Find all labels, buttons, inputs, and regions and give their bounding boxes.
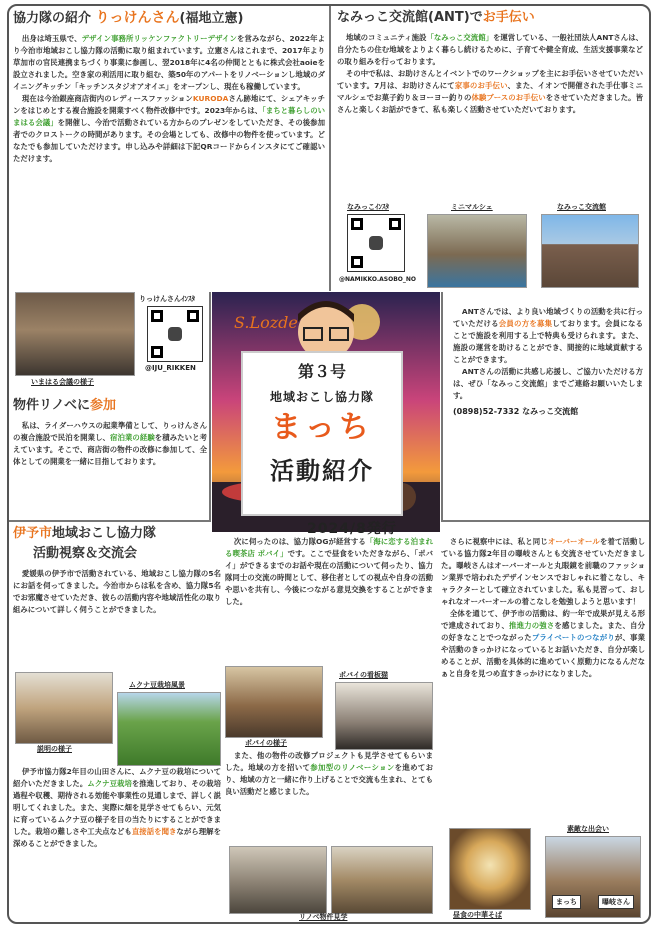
explain-photo: [15, 672, 113, 744]
renovation-section: 物件リノベに参加 私は、ライダーハウスの起業準備として、りっけんさんの複合施設で民泊を開業し、宿泊業の経験を積みたいと考えています。そこで、商店街の物件の改修に参加して、全体としての開業を一緒に目指しております。: [13, 398, 207, 466]
namikko-handle: @NAMIKKO.ASOBO_NO: [339, 276, 417, 283]
popai-photo: [225, 666, 323, 738]
explain-caption: 説明の様子: [37, 745, 72, 753]
hall-photo: [541, 214, 639, 288]
issue-date: 2024/8発行: [307, 521, 397, 537]
rikken-section: [13, 10, 325, 165]
rikken-qr-label: りっけんさんｲﾝｽﾀ: [139, 295, 195, 303]
tag-me: まっち: [552, 895, 581, 909]
divider-bottom-left: [9, 520, 209, 522]
namikko-body: 地域のコミュニティ施設「なみっこ交流館」を運営している、一般社団法人ANTさんは、自分たちの住む地域をよりよく暮らし続けるために、子育てや健全育成、生活支援事業などの取り組みを行っております。 その中で私は、お助けさんとイベントでのワークショップを主にお手伝いさせていただいています。7月は、お助けさんにて家事のお手伝い、また、イオンで開催された手仕事ミニマルシェでお菓子釣り＆ヨーヨー釣りの体験ブースのお手伝いをさせていただきました。皆さんと楽しくお話ができて、私も楽しく活動させていただいております。: [337, 33, 643, 114]
renov-photo-1: [229, 846, 327, 914]
marche-label: ミニマルシェ: [451, 203, 493, 211]
meet-photo: [545, 836, 641, 918]
ramen-caption: 昼食の中華そば: [453, 911, 502, 919]
ant-members-section: ANTさんでは、より良い地域づくりの活動を共に行っていただける会員の方を募集しております。会員になることで施設を利用する上で特典も受けられます。また、施設の運営を助けることができ、間接的に地域貢献することができます。 ANTさんの活動に共感し応援し、ご協力いただける方は、ぜひ「なみっこ交流館」までご連絡お願いいたします。 (0898)52-7332 なみっこ交流館: [453, 307, 643, 416]
rikken-heading: 協力隊の紹介 りっけんさん(福地立憲): [13, 10, 244, 26]
rikken-body: 出身は埼玉県で、デザイン事務所リッケンファクトリーデザインを営みながら、2022年より今治市地域おこし協力隊の活動に取り組まれています。立憲さんはこれまで、2017年より草加市の官民連携まちづくり事業に参画し、翌2018年に4名の仲間とともに株式会社aoieを設立されました。空き家の利活用に取り組む、築50年のアパートをリノベーションし地域のダイニングキッチン「キッチンスタジオアオイエ」をオープンし、現在も稼働しています。 現在は今治銀座商店街内のレディースファッションKURODAさん跡地にて、シェアキッチンをはじめとする複合施設を開業すべく物件改修中です。2023年からは、「まちと暮らしのいまはる会議」を開催し、今治で活動されている方からのプレゼンをしていただき、その後参加者でのクロストークの時間があります。その会場としても、改修中の物件を使っています。どなたでも参加していただけます。申し込みや詳細は下記QRコードからインスタにてご確認いただけます。: [13, 34, 326, 163]
renovation-body: 私は、ライダーハウスの起業準備として、りっけんさんの複合施設で民泊を開業し、宿泊業の経験を積みたいと考えています。そこで、商店街の物件の改修に参加して、全体としての開業を一緒に目指しております。: [13, 421, 207, 466]
contact-phone: (0898)52-7332 なみっこ交流館: [453, 407, 579, 416]
meet-caption: 素敵な出会い: [567, 825, 609, 833]
rikken-handle: @IJU_RIKKEN: [145, 364, 196, 372]
field-photo: [117, 692, 221, 766]
divider-top: [329, 6, 331, 291]
cat-photo: [335, 682, 433, 750]
cat-caption: ポバイの看板猫: [339, 671, 388, 679]
imaharu-caption: いまはる会議の様子: [31, 378, 94, 386]
ramen-photo: [449, 828, 531, 910]
issue-badge: [241, 351, 403, 516]
renov-photo-2: [331, 846, 433, 914]
activity-title: 活動紹介: [270, 457, 374, 485]
hall-label: なみっこ交流館: [557, 203, 606, 211]
field-caption: ムクナ豆栽培風景: [129, 681, 185, 689]
renov-visit-section: また、他の物件の改修プロジェクトも見学させてもらいました。地域の方を招いて参加型のリノベーションを進めており、地域の方と一緒に作り上げることで交流も生まれ、とても良い活動だと感じました。: [225, 751, 433, 796]
marche-photo: [427, 214, 527, 288]
iyo-heading: 伊予市地域おこし協力隊: [13, 526, 157, 541]
logo-script: S.Lozde: [234, 313, 298, 332]
popai-section: 次に伺ったのは、協力隊OGが経営する「海に恋する泊まれる喫茶店 ポバイ」です。ここで昼食をいただきながら、「ポバイ」ができるまでのお話や現在の活動について伺ったり、協力隊同士の交流の時間として、移住者としての視点や自身の活動や思いを共有し、今後につながる意見交換をすることができました。: [225, 537, 433, 606]
nickname-title: まっち: [271, 410, 373, 445]
rikken-qr-code[interactable]: [147, 306, 203, 362]
namikko-heading: なみっこ交流館(ANT)でお手伝い: [337, 10, 535, 25]
namikko-qr-code[interactable]: [347, 214, 405, 272]
popai-caption: ポバイの様子: [245, 739, 287, 747]
imaharu-meeting-photo: [15, 292, 135, 376]
divider-bottom-right: [441, 520, 651, 522]
tag-other: 曝岐さん: [598, 895, 634, 909]
instagram-icon: [168, 327, 182, 341]
divider-mid-left: [209, 292, 211, 522]
divider-mid-right: [441, 292, 443, 522]
namikko-section: [337, 10, 643, 116]
instagram-icon: [369, 236, 383, 250]
namikko-qr-label: なみっこｲﾝｽﾀ: [347, 203, 389, 211]
newsletter-page: [7, 4, 651, 924]
renov-caption: リノベ物件見学: [299, 913, 348, 921]
iyo-body-1: 愛媛県の伊予市で活動されている、地域おこし協力隊の5名にお話を伺ってきました。今治市からは私を含め、協力隊5名でお邪魔させていただき、彼らの活動内容や地域活性化の取り組みについて詳しく伺うことができました。: [13, 569, 221, 614]
corp-title: 地域おこし協力隊: [269, 390, 374, 404]
mucuna-section: 伊予市協力隊2年目の山田さんに、ムクナ豆の栽培について紹介いただきました。ムクナ豆栽培を推進しており、その栽培過程や収穫、期待される効能や事業性の見通しまで、詳しく説明してくれました。また、実際に畑を見学させてもらい、元気に育っているムクナ豆の様子を目の当たりにすることができました。栽培の難しさや工夫点なども直接話を聞きながら理解を深めることができました。: [13, 767, 221, 848]
overall-section: さらに視察中には、私と同じオーバーオールを着て活動している協力隊2年目の曝岐さんとも交流させていただきました。曝岐さんはオーバーオールと丸眼鏡を前職のファッション業界で培われたデザインセンスでおしゃれに着こなし、キャラクターとして確立されていました。私も見習って、おしゃれなオーバーオールの着こなしを勉強しようと思います！ 全体を通じて、伊予市の活動は、約一年で成果が見える形で達成されており、推進力の強さを感じました。また、自分の好きなことでつながったプライベートのつながりが、事業や活動のきっかけになっているとお話いただき、自分が楽しめることが、活動を具体的に進めていく原動力になるんだなぁと自身を見つめ直すきっかけになりました。: [441, 537, 645, 678]
issue-number: 第３号: [297, 362, 346, 381]
iyo-section: 伊予市地域おこし協力隊 活動視察＆交流会 愛媛県の伊予市で活動されている、地域おこし協力隊の5名にお話を伺ってきました。今治市からは私を含め、協力隊5名でお邪魔させていただき、彼らの活動内容や地域活性化の取り組みについて詳しく伺うことができました。: [13, 526, 221, 614]
